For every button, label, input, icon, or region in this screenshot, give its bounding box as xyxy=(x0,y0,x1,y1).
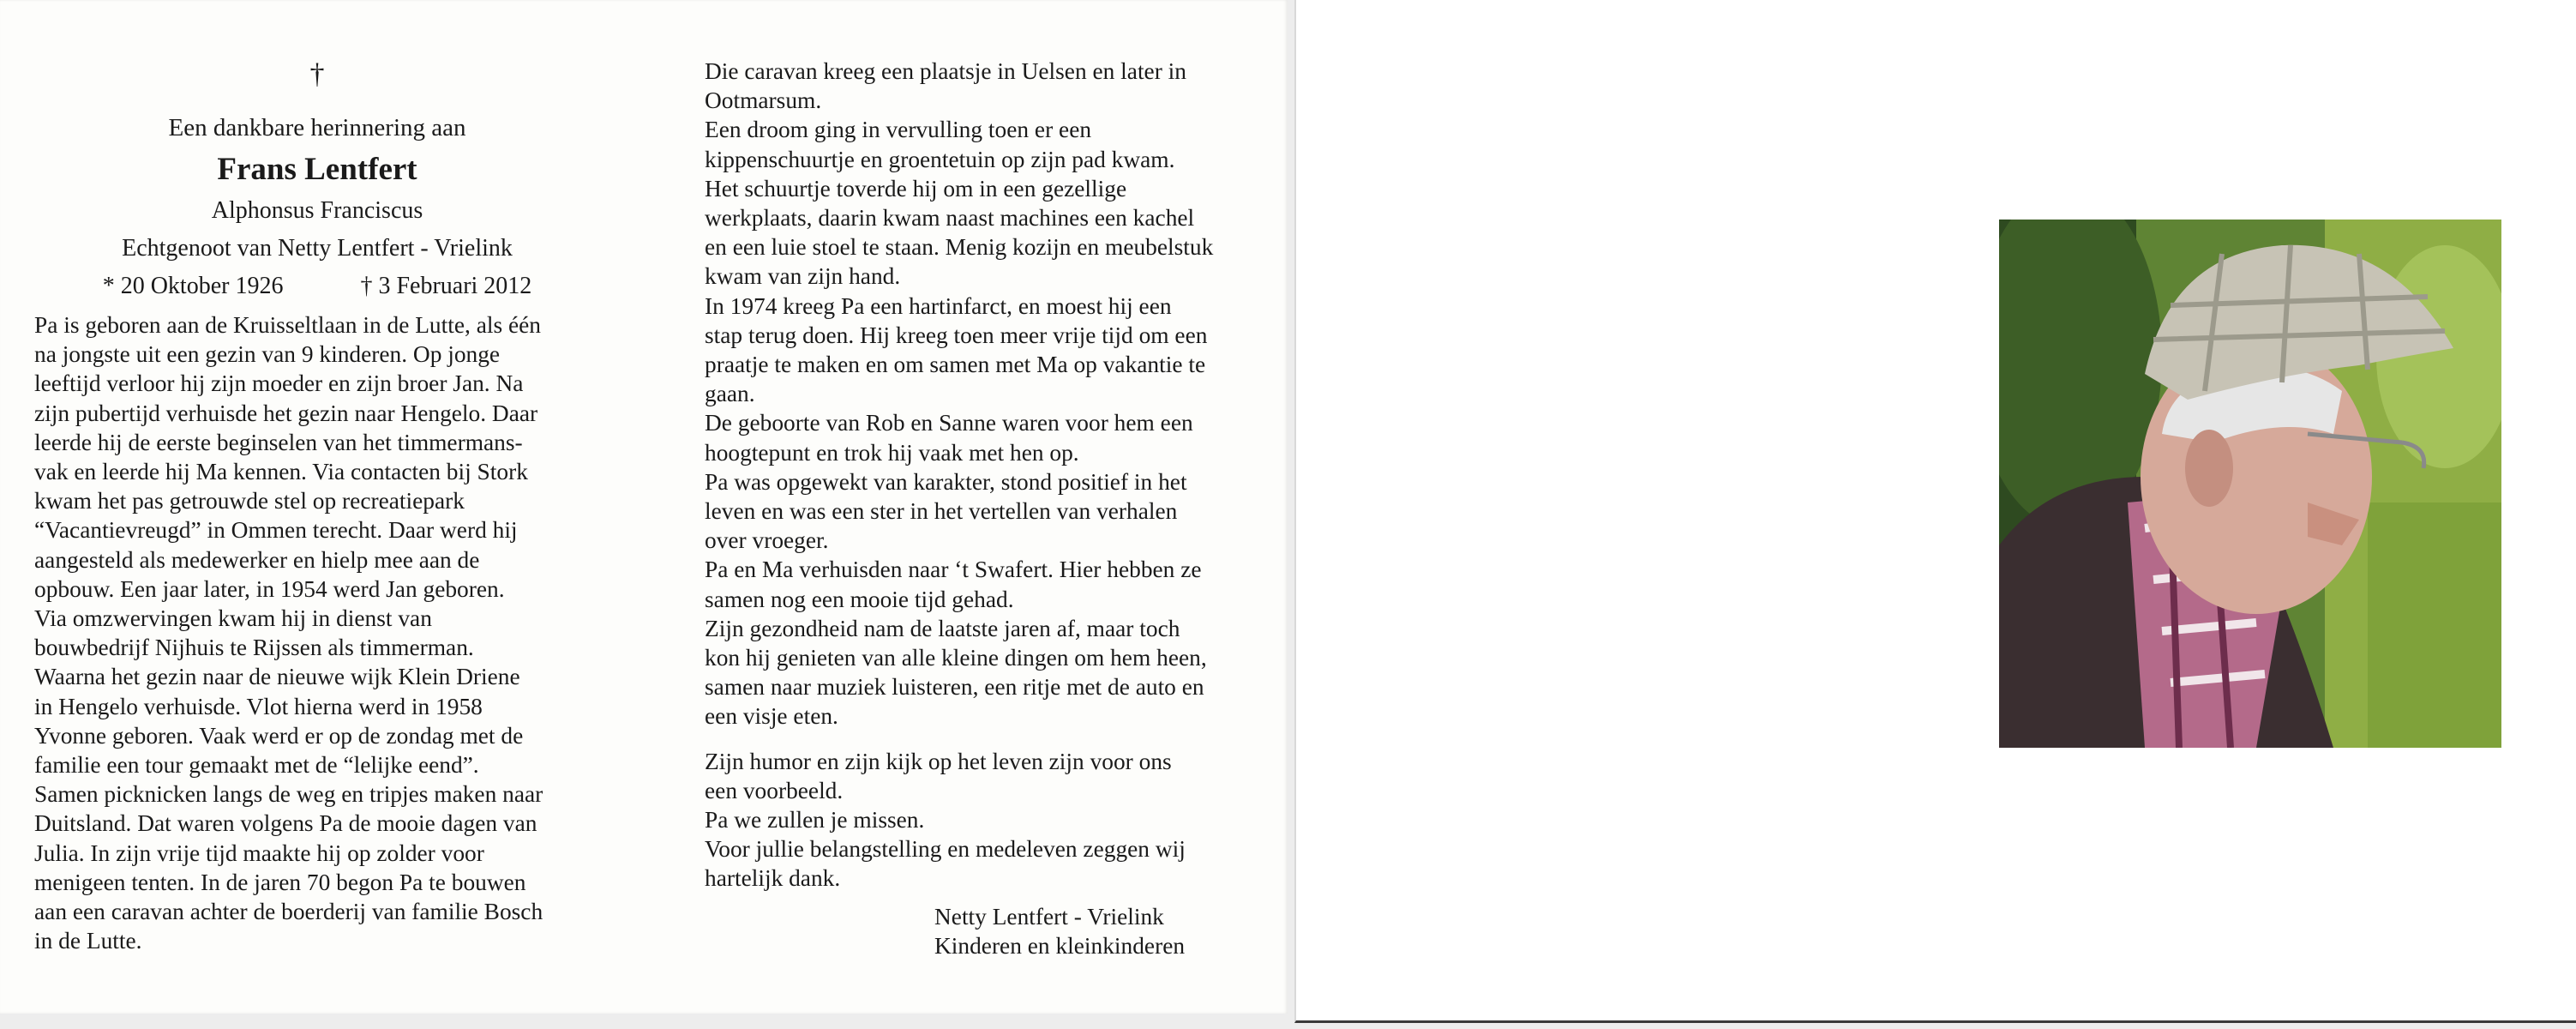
closing-words xyxy=(705,747,1253,894)
text-line: aan een caravan achter de boerderij van familie Bosch xyxy=(34,899,543,925)
text-line: en een luie stoel te staan. Menig kozijn en meubelstuk xyxy=(705,234,1214,261)
signature-line: Kinderen en kleinkinderen xyxy=(934,932,1186,959)
text-line: In 1974 kreeg Pa een hartinfarct, en moest hij een xyxy=(705,292,1172,319)
text-line: Ootmarsum. xyxy=(705,87,822,114)
text-line: leven en was een ster in het vertellen van verhalen xyxy=(705,498,1178,525)
text-line: Yvonne geboren. Vaak werd er op de zondag met de xyxy=(34,722,524,749)
text-line: opbouw. Een jaar later, in 1954 werd Jan geboren. xyxy=(34,575,505,602)
text-line: leerde hij de eerste beginselen van het timmermans- xyxy=(34,429,523,455)
text-line: in de Lutte. xyxy=(34,928,142,954)
signature-line: Netty Lentfert - Vrielink xyxy=(934,903,1164,930)
text-line: Pa we zullen je missen. xyxy=(705,807,925,833)
text-line: gaan. xyxy=(705,381,755,407)
text-line: menigeen tenten. In de jaren 70 begon Pa te bouwen xyxy=(34,869,526,895)
card-inner-spread xyxy=(0,0,1288,1014)
text-line: aangesteld als medewerker en hielp mee aan de xyxy=(34,546,480,573)
text-line: werkplaats, daarin kwam naast machines een kachel xyxy=(705,205,1195,232)
text-line: hartelijk dank. xyxy=(705,865,841,892)
text-line: Voor jullie belangstelling en medeleven zeggen wij xyxy=(705,836,1186,863)
text-line: “Vacantievreugd” in Ommen terecht. Daar werd hij xyxy=(34,517,518,544)
signature-block xyxy=(934,902,1253,960)
death-date: † 3 Februari 2012 xyxy=(360,273,532,299)
text-line: samen naar muziek luisteren, een ritje met de auto en xyxy=(705,674,1204,701)
left-column xyxy=(34,51,600,955)
cross-icon: † xyxy=(309,58,325,90)
text-line: kwam van zijn hand. xyxy=(705,263,901,290)
biography-part-2 xyxy=(705,57,1253,731)
right-column xyxy=(705,57,1253,960)
text-line: een visje eten. xyxy=(705,703,838,730)
text-line: vak en leerde hij Ma kennen. Via contacten bij Stork xyxy=(34,459,528,485)
text-line: Zijn gezondheid nam de laatste jaren af, maar toch xyxy=(705,615,1180,641)
text-line: Het schuurtje toverde hij om in een gezellige xyxy=(705,175,1127,202)
text-line: kippenschuurtje en groentetuin op zijn pad kwam. xyxy=(705,146,1175,172)
life-dates xyxy=(34,268,600,305)
text-line: Pa was opgewekt van karakter, stond positief in het xyxy=(705,468,1187,495)
text-line: een voorbeeld. xyxy=(705,777,844,803)
text-line: Julia. In zijn vrije tijd maakte hij op zolder voor xyxy=(34,839,484,866)
text-line: Via omzwervingen kwam hij in dienst van xyxy=(34,605,432,632)
text-line: zijn pubertijd verhuisde het gezin naar Hengelo. Daar xyxy=(34,400,538,426)
portrait-photo-icon xyxy=(1999,220,2501,748)
text-line: familie een tour gemaakt met de “lelijke eend”. xyxy=(34,752,479,779)
text-line: Samen picknicken langs de weg en tripjes maken naar xyxy=(34,781,543,808)
text-line: kwam het pas getrouwde stel op recreatiepark xyxy=(34,488,465,514)
text-line: Zijn humor en zijn kijk op het leven zijn voor ons xyxy=(705,748,1172,774)
text-line: Pa en Ma verhuisden naar ‘t Swafert. Hier hebben ze xyxy=(705,557,1202,583)
text-line: samen nog een mooie tijd gehad. xyxy=(705,586,1014,612)
text-line: Duitsland. Dat waren volgens Pa de mooie dagen van xyxy=(34,810,537,837)
text-line: leeftijd verloor hij zijn moeder en zijn broer Jan. Na xyxy=(34,370,524,397)
intro-text: Een dankbare herinnering aan xyxy=(168,114,466,141)
text-line: De geboorte van Rob en Sanne waren voor hem een xyxy=(705,410,1193,436)
text-line: bouwbedrijf Nijhuis te Rijssen als timmerman. xyxy=(34,635,474,661)
text-line: Een droom ging in vervulling toen er een xyxy=(705,117,1092,143)
text-line: in Hengelo verhuisde. Vlot hierna werd in 1958 xyxy=(34,693,483,719)
spouse-line: Echtgenoot van Netty Lentfert - Vrielink xyxy=(122,235,513,262)
text-line: stap terug doen. Hij kreeg toen meer vrije tijd om een xyxy=(705,322,1208,348)
given-names: Alphonsus Franciscus xyxy=(211,197,423,224)
text-line: Waarna het gezin naar de nieuwe wijk Klein Driene xyxy=(34,664,520,690)
text-line: over vroeger. xyxy=(705,527,829,554)
text-line: Die caravan kreeg een plaatsje in Uelsen en later in xyxy=(705,58,1186,84)
deceased-name: Frans Lentfert xyxy=(217,152,417,187)
text-line: na jongste uit een gezin van 9 kinderen. Op jonge xyxy=(34,341,501,368)
text-line: kon hij genieten van alle kleine dingen om hem heen, xyxy=(705,645,1207,671)
text-line: Pa is geboren aan de Kruisseltlaan in de Lutte, als één xyxy=(34,312,541,338)
text-line: hoogtepunt en trok hij vaak met hen op. xyxy=(705,439,1079,466)
birth-date: * 20 Oktober 1926 xyxy=(102,273,284,299)
text-line: praatje te maken en om samen met Ma op vakantie te xyxy=(705,352,1206,378)
biography-part-1 xyxy=(34,310,600,955)
